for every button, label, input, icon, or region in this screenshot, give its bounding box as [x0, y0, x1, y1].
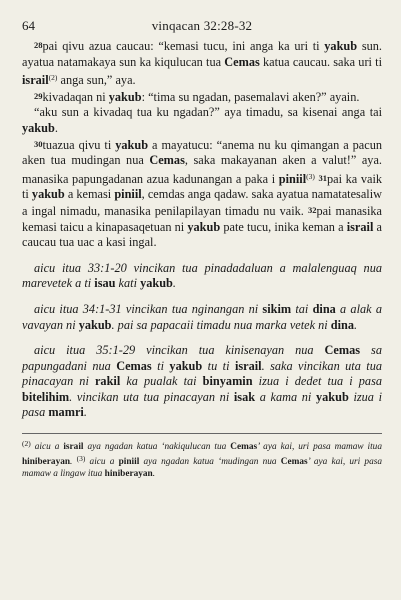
verse-29-continued: “aku sun a kivadaq tua ku ngadan?” aya timadu, sa kisenai anga tai yakub. — [22, 105, 382, 135]
footnote-ref: (3) — [306, 171, 315, 181]
verse-number: 30 — [34, 138, 43, 149]
verse-number: 32 — [307, 204, 317, 215]
verse-30-32: 30tuazua qivu ti yakub a mayatucu: “anema nu ku qimangan a pacun aken tua mudingan nua Cemas, saka makayanan aken a valut!” aya. manasika papungadanan azua kadunangan a paka i piniil$^{(3)}$ 31pai ka vaik ti yakub a kemasi piniil, cemdas anga qadaw. saka ayatua namatatesaliw a ingal nimadu, manasika penilapilayan timadu nu vaik. 32pai manasika kemasi taicu a kinapasaqetuan ni yakub pate tucu, inika keman a israil a caucau tua uac a kasi ingal. — [22, 137, 383, 250]
page-number: 64 — [22, 18, 35, 33]
verse-number: 29 — [34, 90, 43, 101]
cross-reference: aicu itua 33:1-20 vincikan tua pinadadaluan a malalenguaq nua marevetek a ti isau kati yakub. — [22, 260, 382, 291]
verse-number: 28 — [34, 40, 43, 50]
running-head: vinqacan 32:28-32 — [151, 18, 253, 33]
page-header — [22, 0, 382, 38]
footnotes: $^{(2)}$ aicu a israil aya ngadan katua ‘nakiqulucan tua Cemas’ aya kai, uri pasa mamaw itua hiniberayan. $^{(3)}$ aicu a piniil aya ngadan katua ‘mudingan nua Cemas’ aya kai, uri pasa mamaw a lingaw itua hiniberayan. — [22, 439, 382, 480]
verse-number: 31 — [318, 172, 327, 183]
verse-block — [22, 38, 382, 481]
cross-reference: aicu itua 35:1-29 vincikan tua kinisenayan nua Cemas sa papungadani nua Cemas ti yakub tu ti israil. saka vincikan uta tua pinacayan ni rakil ka pualak tai binyamin izua i dedet tua i pasa bitelihim. vincikan uta tua pinacayan ni isak a kama ni yakub izua i pasa mamri. — [22, 343, 382, 420]
footnote-mark: (3) — [76, 454, 86, 464]
footnote-divider — [22, 433, 382, 434]
verse-29: 29kivadaqan ni yakub: “tima su ngadan, pasemalavi aken?” ayain. — [34, 89, 360, 104]
verse-28: 28pai qivu azua caucau: “kemasi tucu, ini anga ka uri ti yakub sun. ayatua natamakaya sun ka kiqulucan tua Cemas katua caucau. saka uri ti israil$^{(2)}$ anga sun,” aya. — [22, 39, 383, 88]
cross-reference: aicu itua 34:1-31 vincikan tua nginangan ni sikim tai dina a alak a vavayan ni yakub. pai sa papacaii timadu nua marka vetek ni dina. — [22, 301, 382, 332]
footnote-mark: (2) — [22, 439, 31, 449]
footnote-ref: (2) — [48, 73, 58, 83]
